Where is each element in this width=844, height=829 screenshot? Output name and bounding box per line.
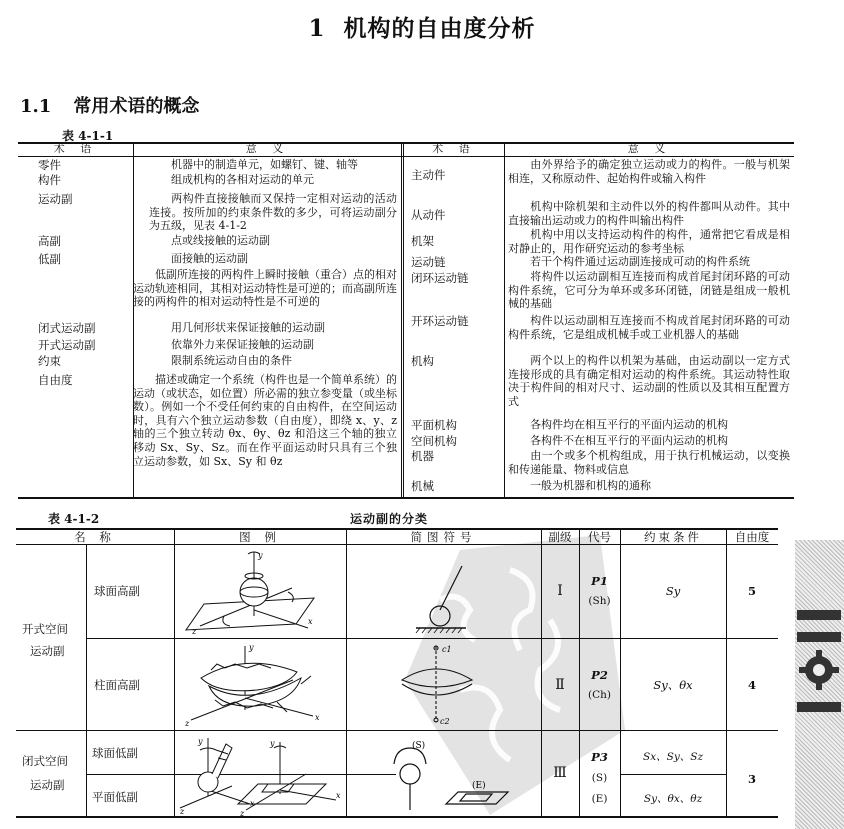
def-machine: 由一个或多个机构组成，用于执行机械运动，以变换和传递能量、物料或信息 — [508, 449, 790, 476]
dof-row1: 5 — [747, 584, 756, 598]
term-constraint: 约束 — [38, 354, 61, 368]
axis-label-y2: y — [270, 739, 275, 748]
def-kinematic-pair: 两构件直接接触而又保持一定相对运动的活动连接。按所加的约束条件数的多少，可将运动副分为五级，见表 4-1-2 — [149, 192, 397, 233]
table-rule — [18, 497, 794, 499]
group-open-spatial-line1: 开式空间 — [22, 622, 68, 636]
term-machinery: 机械 — [411, 479, 434, 493]
section-title — [20, 92, 199, 118]
symbol-spherical-higher — [396, 558, 496, 634]
term-mechanism: 机构 — [411, 354, 434, 368]
term-open-pair: 开式运动副 — [38, 338, 96, 352]
illustration-spherical-planar-lower — [176, 734, 344, 816]
table-rule — [504, 142, 505, 498]
code-sh: (Sh) — [588, 595, 611, 607]
def-driving-link: 由外界给予的确定独立运动或力的构件。一般与机架相连，又称原动件、起始构件或输入构件 — [508, 158, 790, 185]
def-component: 组成机构的各相对运动的单元 — [171, 173, 314, 186]
def-dof: 描述或确定一个系统（构件也是一个简单系统）的运动（或状态，如位置）所必需的独立参变量（或坐标数）。例如一个不受任何约束的自由构件，在空间运动时，具有六个独立运动参数（自由度），即绕 x、y、z 轴的三个独立转动 θx、θy、θz 和沿这三个轴的独立移动 Sx、Sy、Sz。而在作平面运动时只具有三个独立运动参数，如 Sx、Sy 和 θz — [133, 373, 397, 468]
axis-label-x2: x — [336, 791, 341, 800]
code-p2: P2 — [591, 668, 608, 682]
header-dof: 自由度 — [734, 530, 770, 544]
axis-label-z: z — [185, 719, 190, 728]
symbol-cylindrical-higher — [396, 640, 506, 728]
axis-label-z: z — [192, 627, 197, 636]
def-higher-pair: 点或线接触的运动副 — [171, 234, 270, 247]
symbol-label-c2: c2 — [440, 717, 450, 726]
def-closed-pair: 用几何形状来保证接触的运动副 — [171, 321, 325, 334]
def-machinery: 一般为机器和机构的通称 — [530, 479, 651, 492]
term-open-chain: 开环运动链 — [411, 314, 469, 328]
pair-name-cylindrical-higher: 柱面高副 — [94, 678, 140, 692]
symbol-spherical-planar-lower — [372, 734, 532, 816]
level-3: Ⅲ — [553, 765, 567, 781]
gear-icon — [797, 610, 841, 730]
header-def-left: 意 义 — [245, 142, 290, 155]
kinematic-pair-table — [16, 528, 778, 818]
term-kinematic-pair: 运动副 — [38, 192, 73, 206]
header-code: 代号 — [588, 530, 611, 544]
illustration-cylindrical-higher — [181, 640, 341, 728]
term-driving-link: 主动件 — [411, 168, 446, 182]
header-name: 名 称 — [74, 530, 116, 544]
def-kinematic-chain: 若干个构件通过运动副连接成可动的构件系统 — [530, 255, 750, 268]
term-machine: 机器 — [411, 449, 434, 463]
group-closed-spatial-line1: 闭式空间 — [22, 754, 68, 768]
pair-name-planar-lower: 平面低副 — [92, 790, 138, 804]
group-closed-spatial-line2: 运动副 — [30, 778, 65, 792]
pair-name-spherical-higher: 球面高副 — [94, 584, 140, 598]
table-rule — [174, 528, 175, 816]
code-p1: P1 — [591, 574, 608, 588]
def-mechanism: 两个以上的构件以机架为基础，由运动副以一定方式连接形成的具有确定相对运动的构件系统。其运动特性取决于构件间的相对尺寸、运动副的性质以及其相互配置方式 — [508, 354, 790, 408]
def-closed-chain: 将构件以运动副相互连接而构成首尾封闭环路的可动构件系统，它可分为单环或多环闭链，闭链是组成一般机械的基础 — [508, 270, 790, 311]
def-constraint: 限制系统运动自由的条件 — [171, 354, 292, 367]
section-number: 1.1 — [20, 96, 52, 117]
header-level: 副级 — [548, 530, 572, 544]
header-term-right: 术 语 — [432, 142, 476, 155]
axis-label-y: y — [258, 551, 263, 560]
chapter-number: 1 — [308, 15, 326, 42]
table1-caption: 表 4-1-1 — [62, 129, 114, 143]
pair-name-spherical-lower: 球面低副 — [92, 746, 138, 760]
table-rule — [86, 544, 87, 816]
term-dof: 自由度 — [38, 373, 73, 387]
code-ch: (Ch) — [588, 689, 611, 701]
axis-label-z2: z — [240, 809, 245, 816]
constraint-row4: Sy、θx、θz — [643, 793, 703, 805]
term-spatial-mechanism: 空间机构 — [411, 434, 457, 448]
axis-label-x: x — [308, 617, 313, 626]
symbol-label-s: (S) — [412, 741, 426, 751]
def-spatial-mechanism: 各构件不在相互平行的平面内运动的机构 — [530, 434, 728, 447]
symbol-label-c1: c1 — [442, 645, 452, 654]
axis-label-x: x — [250, 799, 255, 808]
def-open-chain: 构件以运动副相互连接而不构成首尾封闭环路的可动构件系统，它是组成机械手或工业机器人的基础 — [508, 314, 790, 341]
def-lower-pair: 面接触的运动副 — [171, 252, 248, 265]
def-frame: 机构中用以支持运动构件的构件，通常把它看成是相对静止的，用作研究运动的参考坐标 — [508, 228, 790, 255]
header-constraint: 约束条件 — [644, 530, 702, 544]
symbol-label-e: (E) — [472, 781, 486, 791]
axis-label-y: y — [249, 643, 254, 652]
dof-row2: 4 — [747, 678, 756, 692]
table-rule — [620, 774, 726, 775]
def-driven-link: 机构中除机架和主动件以外的构件都叫从动件。其中直接输出运动或力的构件叫输出构件 — [508, 200, 790, 227]
terms-table — [18, 142, 794, 498]
level-1: Ⅰ — [557, 583, 563, 599]
table-rule — [620, 528, 621, 816]
def-planar-mechanism: 各构件均在相互平行的平面内运动的机构 — [530, 418, 728, 431]
term-closed-chain: 闭环运动链 — [411, 271, 469, 285]
chapter-title — [0, 10, 844, 43]
header-illustration: 图 例 — [239, 530, 281, 544]
term-frame: 机架 — [411, 234, 434, 248]
header-def-right: 意 义 — [627, 142, 672, 155]
section-title-text: 常用术语的概念 — [73, 96, 200, 117]
axis-label-x: x — [315, 713, 320, 722]
illustration-spherical-higher — [184, 548, 334, 636]
table2-caption: 表 4-1-2 — [48, 512, 100, 526]
constraint-row3: Sx、Sy、Sz — [643, 751, 703, 763]
note-pair-reversibility: 低副所连接的两构件上瞬时接触（重合）点的相对运动轨迹相同，其相对运动特性是可逆的；而高副所连接的两构件的相对运动特性是不可逆的 — [133, 268, 397, 309]
def-part: 机器中的制造单元，如螺钉、键、轴等 — [171, 158, 358, 171]
table-rule — [401, 142, 404, 498]
term-part: 零件 — [38, 158, 61, 172]
def-open-pair: 依靠外力来保证接触的运动副 — [171, 338, 314, 351]
group-open-spatial-line2: 运动副 — [30, 644, 65, 658]
term-higher-pair: 高副 — [38, 234, 61, 248]
table2-title: 运动副的分类 — [350, 512, 429, 526]
table-rule — [16, 730, 778, 731]
chapter-title-text: 机构的自由度分析 — [343, 15, 536, 42]
level-2: Ⅱ — [555, 677, 565, 693]
constraint-row1: Sy — [665, 584, 681, 598]
code-s: (S) — [591, 772, 608, 784]
header-symbol: 简图符号 — [410, 530, 477, 544]
header-term-left: 术 语 — [53, 142, 98, 155]
table-rule — [346, 528, 347, 816]
axis-label-y: y — [198, 737, 203, 746]
constraint-row2: Sy、θx — [653, 678, 693, 692]
code-e: (E) — [591, 793, 608, 805]
term-driven-link: 从动件 — [411, 208, 446, 222]
dof-row3: 3 — [747, 772, 756, 786]
table-rule — [18, 156, 794, 157]
axis-label-z: z — [180, 807, 185, 816]
term-kinematic-chain: 运动链 — [411, 255, 446, 269]
term-component: 构件 — [38, 173, 61, 187]
table-rule — [86, 638, 778, 639]
code-p3: P3 — [591, 750, 608, 764]
term-lower-pair: 低副 — [38, 252, 61, 266]
table-rule — [16, 816, 778, 818]
term-planar-mechanism: 平面机构 — [411, 418, 457, 432]
term-closed-pair: 闭式运动副 — [38, 321, 96, 335]
